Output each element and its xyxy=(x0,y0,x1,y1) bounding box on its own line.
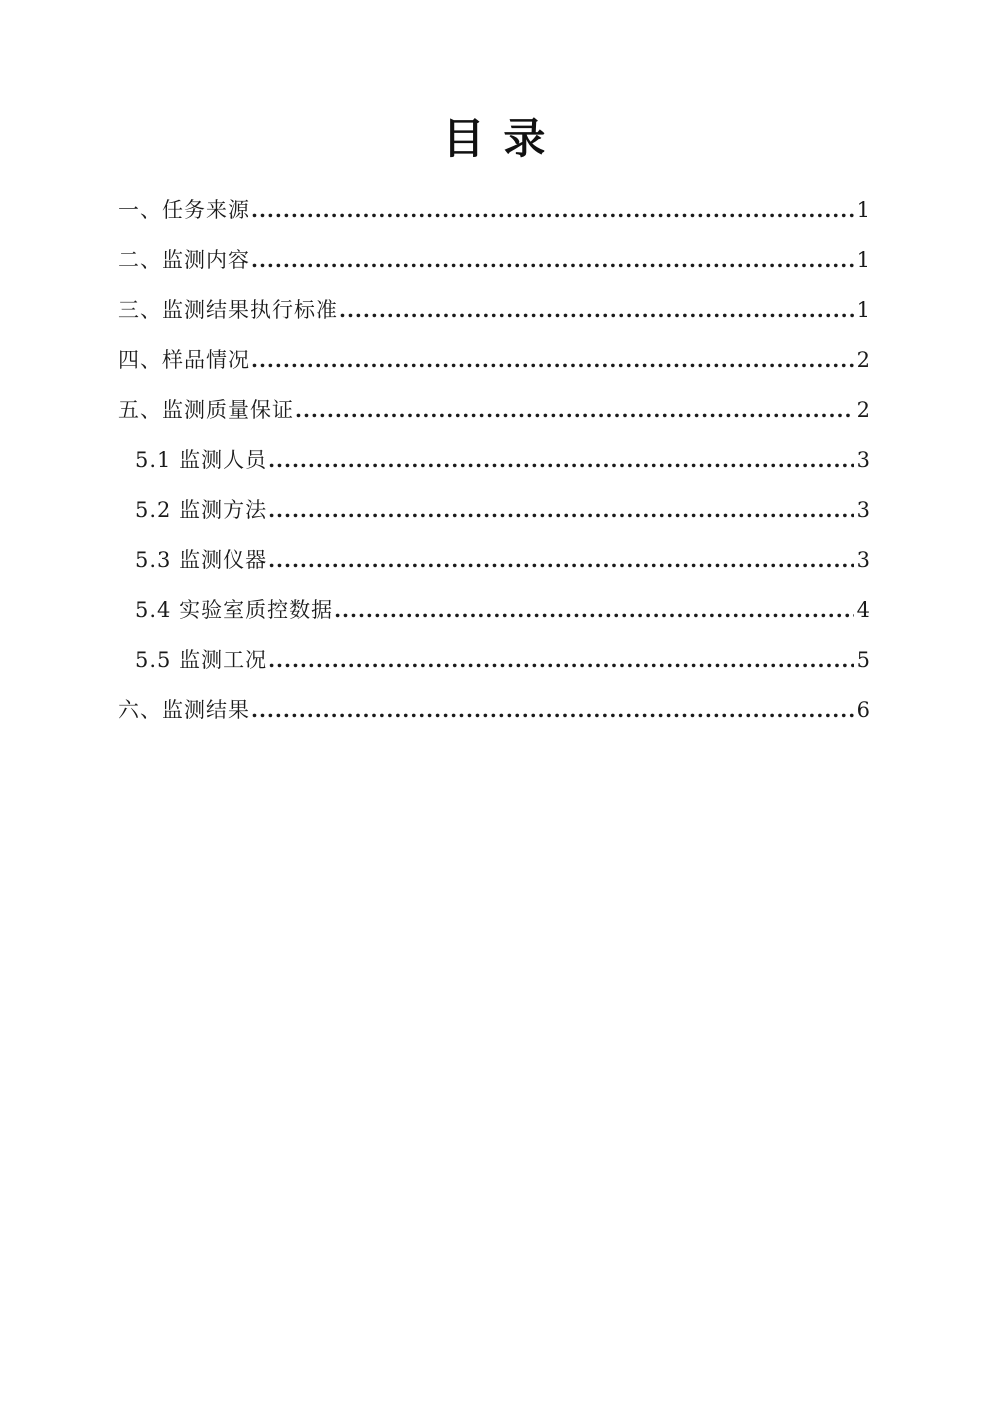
toc-entry-label: 5.3 监测仪器 xyxy=(135,548,268,572)
dot-leader xyxy=(268,448,854,472)
toc-entry-label: 四、样品情况 xyxy=(118,348,250,372)
toc-entry[interactable] xyxy=(118,194,870,244)
dot-leader xyxy=(251,348,854,372)
toc-entry[interactable] xyxy=(118,444,870,494)
toc-entry[interactable] xyxy=(118,344,870,394)
toc-page-number: 1 xyxy=(856,298,870,322)
page-title: 目录 xyxy=(442,114,565,163)
toc-entry-label: 一、任务来源 xyxy=(118,198,250,222)
toc-entry[interactable] xyxy=(118,244,870,294)
toc-entry[interactable] xyxy=(118,594,870,644)
toc-page-number: 3 xyxy=(856,498,870,522)
toc-entry[interactable] xyxy=(118,544,870,594)
toc-page-number: 4 xyxy=(856,598,870,622)
toc-page-number: 2 xyxy=(856,348,870,372)
toc-list xyxy=(118,194,870,744)
toc-entry[interactable] xyxy=(118,694,870,744)
dot-leader xyxy=(339,298,854,322)
toc-page-number: 2 xyxy=(856,398,870,422)
dot-leader xyxy=(268,498,854,522)
toc-page-number: 5 xyxy=(856,648,870,672)
dot-leader xyxy=(251,248,854,272)
toc-entry-label: 5.4 实验室质控数据 xyxy=(135,598,334,622)
toc-entry-label: 二、监测内容 xyxy=(118,248,250,272)
toc-page-number: 6 xyxy=(856,698,870,722)
toc-page-number: 3 xyxy=(856,548,870,572)
dot-leader xyxy=(334,598,854,622)
toc-entry-label: 六、监测结果 xyxy=(118,698,250,722)
toc-entry-label: 5.1 监测人员 xyxy=(135,448,268,472)
dot-leader xyxy=(268,548,854,572)
toc-page-number: 3 xyxy=(856,448,870,472)
toc-entry[interactable] xyxy=(118,644,870,694)
toc-entry[interactable] xyxy=(118,494,870,544)
dot-leader xyxy=(251,698,854,722)
toc-entry[interactable] xyxy=(118,394,870,444)
dot-leader xyxy=(268,648,854,672)
dot-leader xyxy=(251,198,854,222)
toc-entry-label: 5.5 监测工况 xyxy=(135,648,268,672)
toc-page-number: 1 xyxy=(856,248,870,272)
dot-leader xyxy=(295,398,854,422)
toc-entry-label: 五、监测质量保证 xyxy=(118,398,294,422)
toc-entry[interactable] xyxy=(118,294,870,344)
toc-entry-label: 三、监测结果执行标准 xyxy=(118,298,338,322)
toc-entry-label: 5.2 监测方法 xyxy=(135,498,268,522)
toc-page-number: 1 xyxy=(856,198,870,222)
